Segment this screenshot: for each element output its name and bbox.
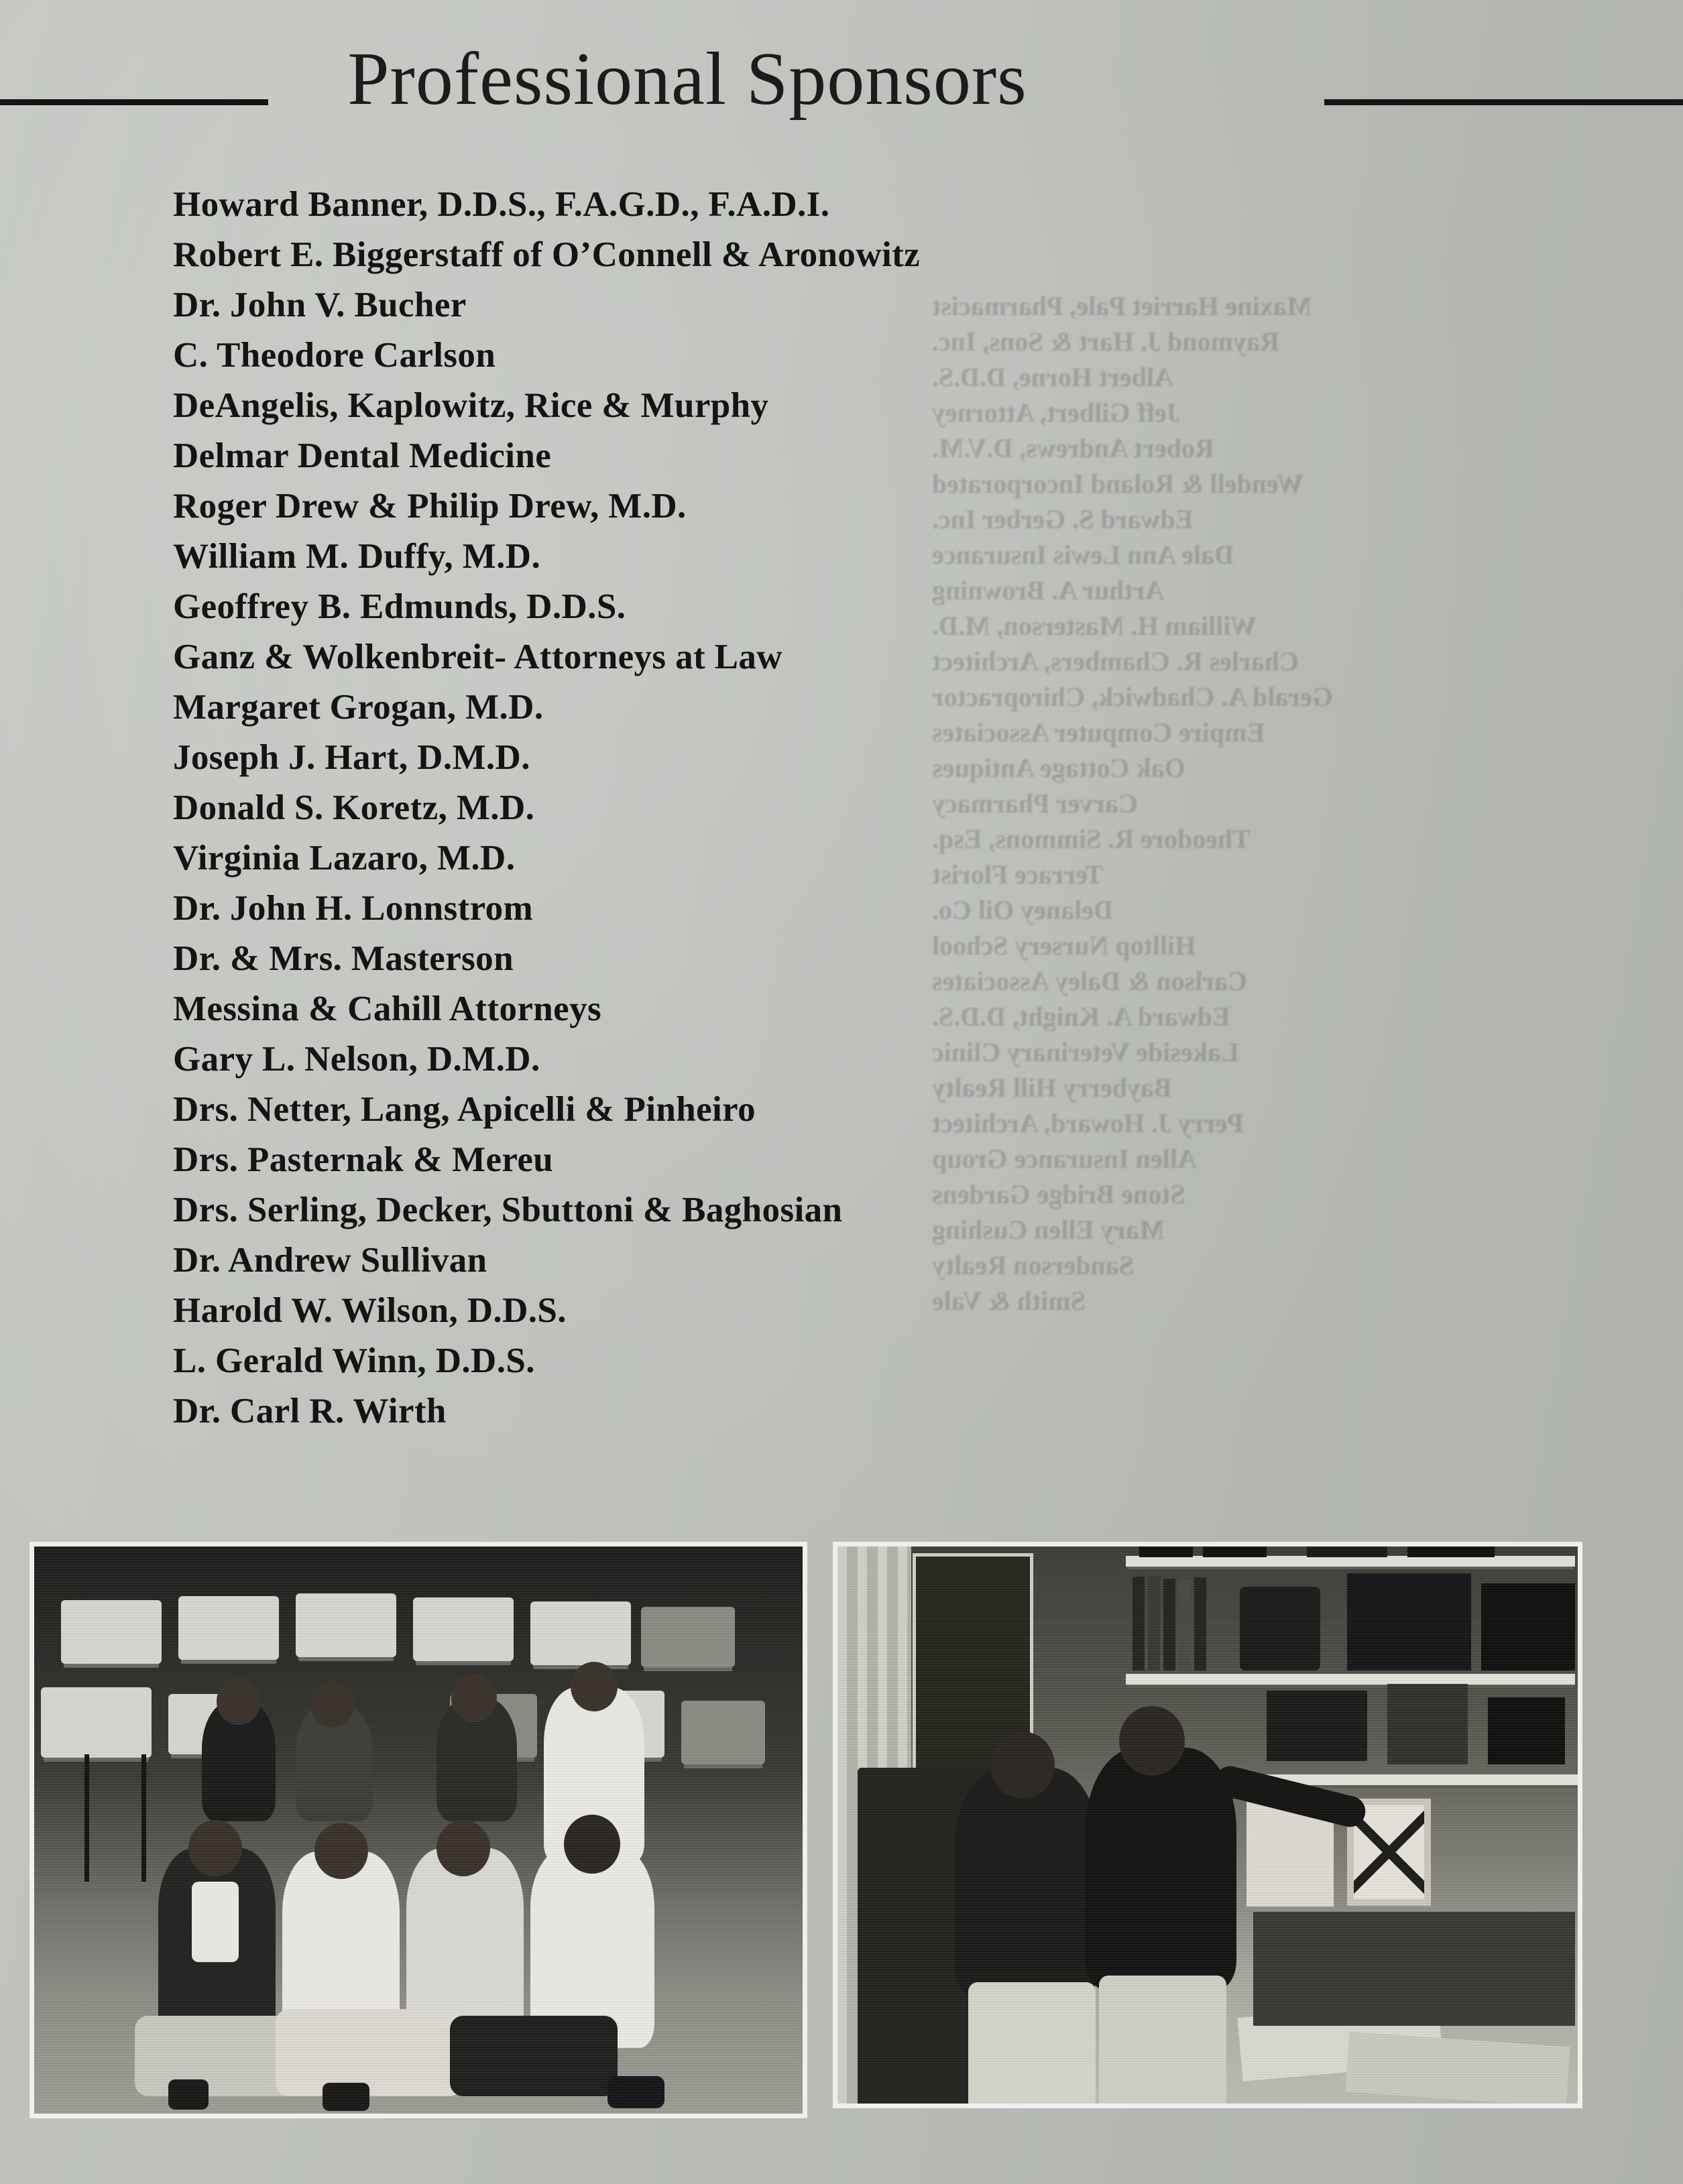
list-item: DeAngelis, Kaplowitz, Rice & Murphy [173,386,769,425]
person [955,1768,1099,1996]
list-item: Geoffrey B. Edmunds, D.D.S. [173,587,626,626]
page-bleed-through: Maxine Harriet Pale, Pharmacist Raymond J. Hart & Sons, Inc. Albert Horne, D.D.S. Jeff Gilbert, Attorney Robert Andrews, D.V.M. Wendell & Roland Incorporated Edward S. Gerber Inc. Dale Ann Lewis Insurance Arthur A. Browning William H. Masterson, M.D. Charles R. Chambers, Architect Gerald A. Chadwick, Chiropractor Empire Computer Associates Oak Cottage Antiques Carver Pharmacy Theodore R. Simmons, Esq. Terrace Florist Delaney Oil Co. Hilltop Nursery School Carlson & Daley Associates Edward A. Knight, D.D.S. Lakeside Veterinary Clinic Bayberry Hill Realty Perry J. Howard, Architect Allen Insurance Group Stone Bridge Gardens Mary Ellen Cushing Sanderson Realty Smith & Vale [932,291,1334,1316]
list-item: Margaret Grogan, M.D. [173,688,544,727]
list-item: C. Theodore Carlson [173,336,496,375]
photo-dorm-room-image [837,1546,1578,2104]
person [1086,1748,1236,1989]
list-item: Drs. Serling, Decker, Sbuttoni & Baghosian [173,1191,843,1229]
list-item: Donald S. Koretz, M.D. [173,788,535,827]
list-item: William M. Duffy, M.D. [173,537,541,576]
page-title: Professional Sponsors [347,38,1027,121]
sponsor-list [173,180,1380,1437]
list-item: Roger Drew & Philip Drew, M.D. [173,487,687,526]
list-item: Dr. Andrew Sullivan [173,1241,487,1280]
list-item: Robert E. Biggerstaff of O’Connell & Aronowitz [173,235,921,274]
list-item: Drs. Pasternak & Mereu [173,1140,554,1179]
list-item: L. Gerald Winn, D.D.S. [173,1341,535,1380]
list-item: Dr. & Mrs. Masterson [173,939,514,978]
list-item: Dr. Carl R. Wirth [173,1392,447,1431]
list-item: Gary L. Nelson, D.M.D. [173,1040,540,1079]
list-item: Messina & Cahill Attorneys [173,989,602,1028]
list-item: Drs. Netter, Lang, Apicelli & Pinheiro [173,1090,756,1129]
photo-dorm-room [833,1542,1582,2108]
list-item: Virginia Lazaro, M.D. [173,839,516,877]
list-item: Ganz & Wolkenbreit- Attorneys at Law [173,638,783,676]
list-item: Harold W. Wilson, D.D.S. [173,1291,567,1330]
list-item: Delmar Dental Medicine [173,436,552,475]
classroom-chairs [34,1593,803,1788]
page-header [0,39,1683,126]
list-item: Dr. John V. Bucher [173,286,467,324]
list-item: Joseph J. Hart, D.M.D. [173,738,530,777]
photo-classroom-image [34,1546,803,2114]
photo-row [30,1542,1652,2145]
list-item: Howard Banner, D.D.S., F.A.G.D., F.A.D.I. [173,185,830,224]
photo-classroom [30,1542,807,2118]
list-item: Dr. John H. Lonnstrom [173,889,534,928]
person-shirt [192,1882,239,1962]
